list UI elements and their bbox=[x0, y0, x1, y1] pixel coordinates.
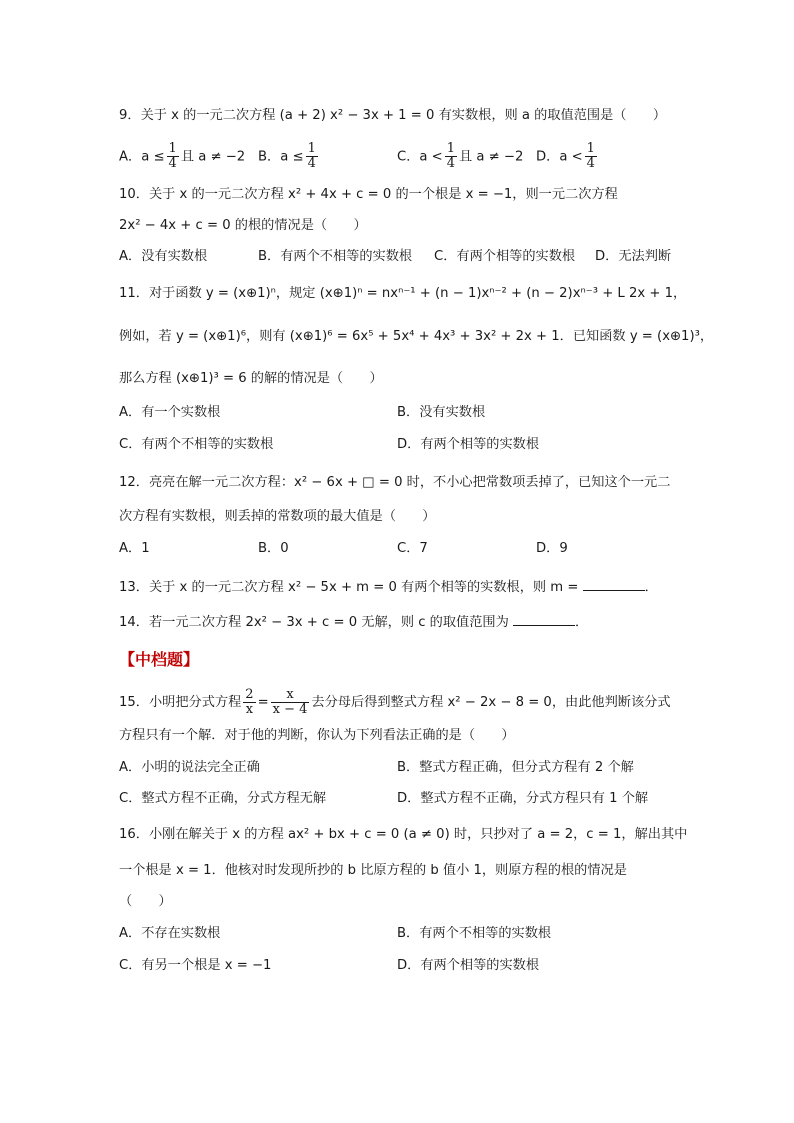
q12-option-d: D．9 bbox=[536, 541, 568, 556]
q9-option-c-suffix: 且 a ≠ −2 bbox=[459, 149, 524, 165]
fraction-denominator: x − 4 bbox=[272, 701, 308, 717]
q15-suffix: 去分母后得到整式方程 x² − 2x − 8 = 0，由此他判断该分式 bbox=[311, 695, 671, 710]
q13-text: 13．关于 x 的一元二次方程 x² − 5x + m = 0 有两个相等的实数根，则 m = bbox=[119, 580, 579, 595]
fraction-denominator: 4 bbox=[168, 156, 177, 171]
fraction-denominator: 4 bbox=[307, 156, 316, 171]
q9-option-d bbox=[536, 142, 599, 171]
q16-option-d: D．有两个相等的实数根 bbox=[397, 958, 540, 973]
fraction-numerator: 1 bbox=[446, 141, 455, 156]
q12-stem-line2: 次方程有实数根，则丢掉的常数项的最大值是（ ） bbox=[119, 509, 436, 524]
q15-stem-line2: 方程只有一个解．对于他的判断，你认为下列看法正确的是（ ） bbox=[119, 728, 515, 743]
q14-text: 14．若一元二次方程 2x² − 3x + c = 0 无解，则 c 的取值范围为 bbox=[119, 615, 509, 630]
q16-stem-line2: 一个根是 x = 1．他核对时发现所抄的 b 比原方程的 b 值小 1，则原方程的根的情况是 bbox=[119, 863, 627, 878]
q11-stem-line3: 那么方程 (x⊕1)³ = 6 的解的情况是（ ） bbox=[119, 371, 383, 386]
q11-stem-line1: 11．对于函数 y = (x⊕1)ⁿ，规定 (x⊕1)ⁿ = nxⁿ⁻¹ + (n − 1)xⁿ⁻² + (n − 2)xⁿ⁻³ + L 2x + 1， bbox=[119, 286, 687, 301]
q10-option-c: C．有两个相等的实数根 bbox=[434, 249, 576, 264]
q16-stem-line3: （ ） bbox=[119, 894, 172, 909]
q11-stem-line2: 例如，若 y = (x⊕1)⁶，则有 (x⊕1)⁶ = 6x⁵ + 5x⁴ + 4x³ + 3x² + 2x + 1．已知函数 y = (x⊕1)³， bbox=[119, 329, 714, 344]
equals-sign: = bbox=[257, 695, 269, 710]
q16-option-c: C．有另一个根是 x = −1 bbox=[119, 958, 272, 973]
q12-option-a: A．1 bbox=[119, 541, 150, 556]
q9-stem: 9．关于 x 的一元二次方程 (a + 2) x² − 3x + 1 = 0 有实数根，则 a 的取值范围是（ ） bbox=[119, 108, 667, 123]
q15-stem-line1 bbox=[119, 685, 671, 721]
q15-option-d: D．整式方程不正确，分式方程只有 1 个解 bbox=[397, 791, 649, 806]
answer-blank[interactable] bbox=[583, 578, 645, 591]
q10-stem-line2: 2x² − 4x + c = 0 的根的情况是（ ） bbox=[119, 218, 367, 233]
fraction-numerator: 1 bbox=[586, 141, 595, 156]
q15-option-a: A．小明的说法完全正确 bbox=[119, 760, 260, 775]
q16-option-b: B．有两个不相等的实数根 bbox=[397, 926, 552, 941]
q11-option-d: D．有两个相等的实数根 bbox=[397, 437, 540, 452]
fraction-numerator: 1 bbox=[307, 141, 316, 156]
q9-option-c bbox=[397, 142, 523, 171]
fraction bbox=[167, 142, 179, 171]
fraction-denominator: 4 bbox=[586, 156, 595, 171]
q10-option-a: A．没有实数根 bbox=[119, 249, 208, 264]
q12-stem-line1: 12．亮亮在解一元二次方程：x² − 6x + □ = 0 时，不小心把常数项丢掉了，已知这个一元二 bbox=[119, 475, 671, 490]
q15-option-c: C．整式方程不正确，分式方程无解 bbox=[119, 791, 327, 806]
fraction-denominator: x bbox=[245, 701, 254, 717]
q11-option-a: A．有一个实数根 bbox=[119, 405, 221, 420]
q10-stem-line1: 10．关于 x 的一元二次方程 x² + 4x + c = 0 的一个根是 x = −1，则一元二次方程 bbox=[119, 187, 618, 202]
q15-option-b: B．整式方程正确，但分式方程有 2 个解 bbox=[397, 760, 634, 775]
q13-stem bbox=[119, 578, 658, 597]
q9-option-b-prefix: B．a ≤ bbox=[258, 149, 304, 165]
fraction-numerator: 1 bbox=[168, 141, 177, 156]
q9-option-b bbox=[258, 142, 320, 171]
q9-option-a-suffix: 且 a ≠ −2 bbox=[180, 149, 246, 165]
fraction-numerator: x bbox=[271, 688, 310, 703]
q11-option-b: B．没有实数根 bbox=[397, 405, 486, 420]
fraction bbox=[585, 142, 597, 171]
fraction-denominator: 4 bbox=[446, 156, 455, 171]
answer-blank[interactable] bbox=[513, 613, 575, 626]
q10-option-d: D．无法判断 bbox=[595, 249, 672, 264]
q9-option-a-prefix: A．a ≤ bbox=[119, 149, 165, 165]
fraction-numerator: 2 bbox=[245, 686, 254, 702]
fraction bbox=[445, 142, 457, 171]
q11-option-c: C．有两个不相等的实数根 bbox=[119, 437, 274, 452]
q12-option-b: B．0 bbox=[258, 541, 289, 556]
q15-prefix: 15．小明把分式方程 bbox=[119, 695, 242, 710]
q14-stem bbox=[119, 613, 588, 632]
fraction bbox=[271, 688, 310, 717]
q16-stem-line1: 16．小刚在解关于 x 的方程 ax² + bx + c = 0 (a ≠ 0) 时，只抄对了 a = 2，c = 1，解出其中 bbox=[119, 827, 688, 842]
q13-end: ． bbox=[644, 580, 658, 595]
q10-option-b: B．有两个不相等的实数根 bbox=[258, 249, 413, 264]
section-title: 【中档题】 bbox=[119, 650, 200, 669]
q14-end: ． bbox=[575, 615, 589, 630]
fraction bbox=[243, 688, 255, 717]
q16-option-a: A．不存在实数根 bbox=[119, 926, 221, 941]
q9-option-d-prefix: D．a < bbox=[536, 149, 583, 165]
q9-option-c-prefix: C．a < bbox=[397, 149, 443, 165]
fraction bbox=[306, 142, 318, 171]
q12-option-c: C．7 bbox=[397, 541, 428, 556]
q9-option-a bbox=[119, 142, 245, 171]
